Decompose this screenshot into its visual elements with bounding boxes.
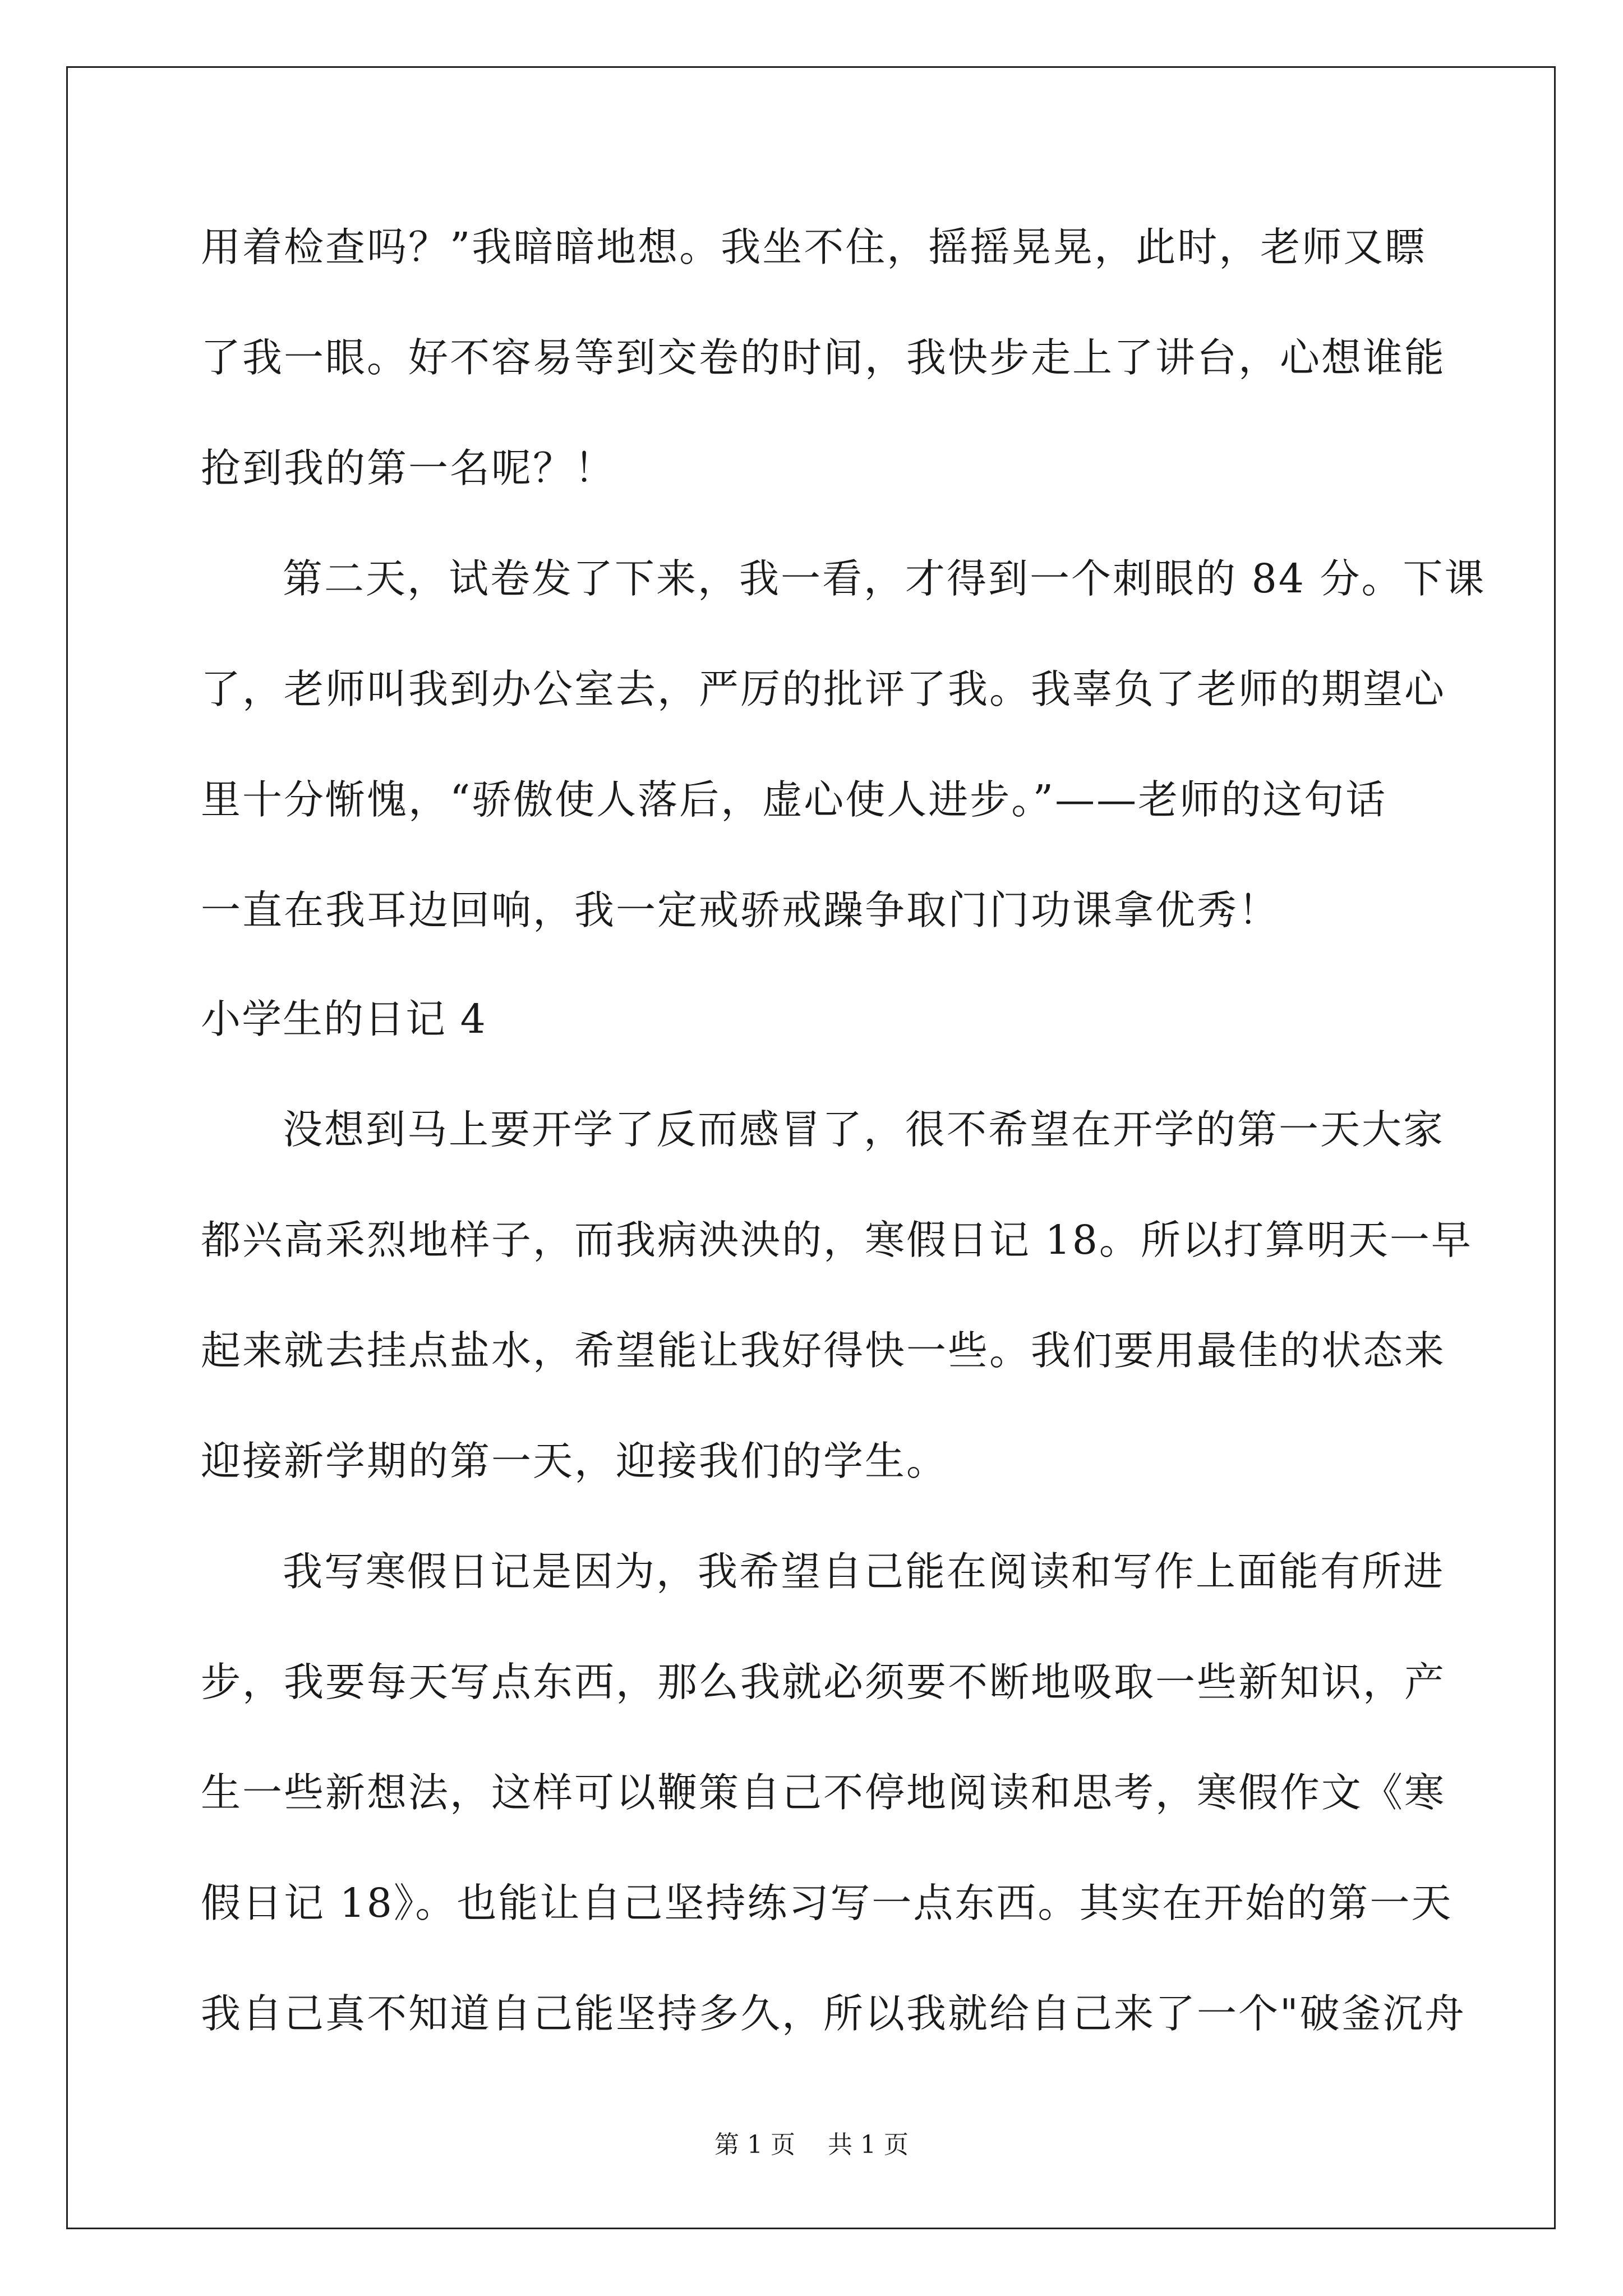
text-line: 迎接新学期的第一天，迎接我们的学生。 [201,1438,948,1484]
text-line: 里十分惭愧，“骄傲使人落后，虚心使人进步。”——老师的这句话 [201,776,1387,823]
text-line: 生一些新想法，这样可以鞭策自己不停地阅读和思考，寒假作文《寒 [201,1769,1446,1816]
heading-text: 小学生的日记 4 [201,996,487,1042]
paragraph-3 [201,1102,1473,1489]
document-body [201,220,1486,2041]
text-line: 起来就去挂点盐水，希望能让我好得快一些。我们要用最佳的状态来 [201,1327,1446,1374]
section-heading [201,992,1423,1047]
paragraph-4 [201,1544,1466,2041]
text-line: 了我一眼。好不容易等到交卷的时间，我快步走上了讲台，心想谁能 [201,334,1446,381]
text-line: 了，老师叫我到办公室去，严厉的批评了我。我辜负了老师的期望心 [201,666,1446,712]
text-line: 用着检查吗？”我暗暗地想。我坐不住，摇摇晃晃，此时，老师又瞟 [201,224,1427,270]
text-line: 假日记 18》。也能让自己坚持练习写一点东西。其实在开始的第一天 [201,1880,1453,1926]
text-line: 第二天，试卷发了下来，我一看，才得到一个刺眼的 84 分。下课 [283,555,1486,602]
text-line: 一直在我耳边回响，我一定戒骄戒躁争取门门功课拿优秀！ [201,887,1280,933]
paragraph-1 [201,220,1446,496]
text-line: 没想到马上要开学了反而感冒了，很不希望在开学的第一天大家 [283,1106,1445,1153]
text-line: 步，我要每天写点东西，那么我就必须要不断地吸取一些新知识，产 [201,1659,1446,1705]
text-line: 都兴高采烈地样子，而我病泱泱的，寒假日记 18。所以打算明天一早 [201,1217,1473,1263]
text-line: 我写寒假日记是因为，我希望自己能在阅读和写作上面能有所进 [283,1548,1445,1595]
page-footer [0,2128,1623,2162]
page-number: 第 1 页 [714,2131,795,2159]
page-total: 共 1 页 [828,2131,909,2159]
text-line: 我自己真不知道自己能坚持多久，所以我就给自己来了一个"破釜沉舟 [201,1990,1466,2037]
text-line: 抢到我的第一名呢？！ [201,445,616,491]
paragraph-2 [201,551,1486,938]
